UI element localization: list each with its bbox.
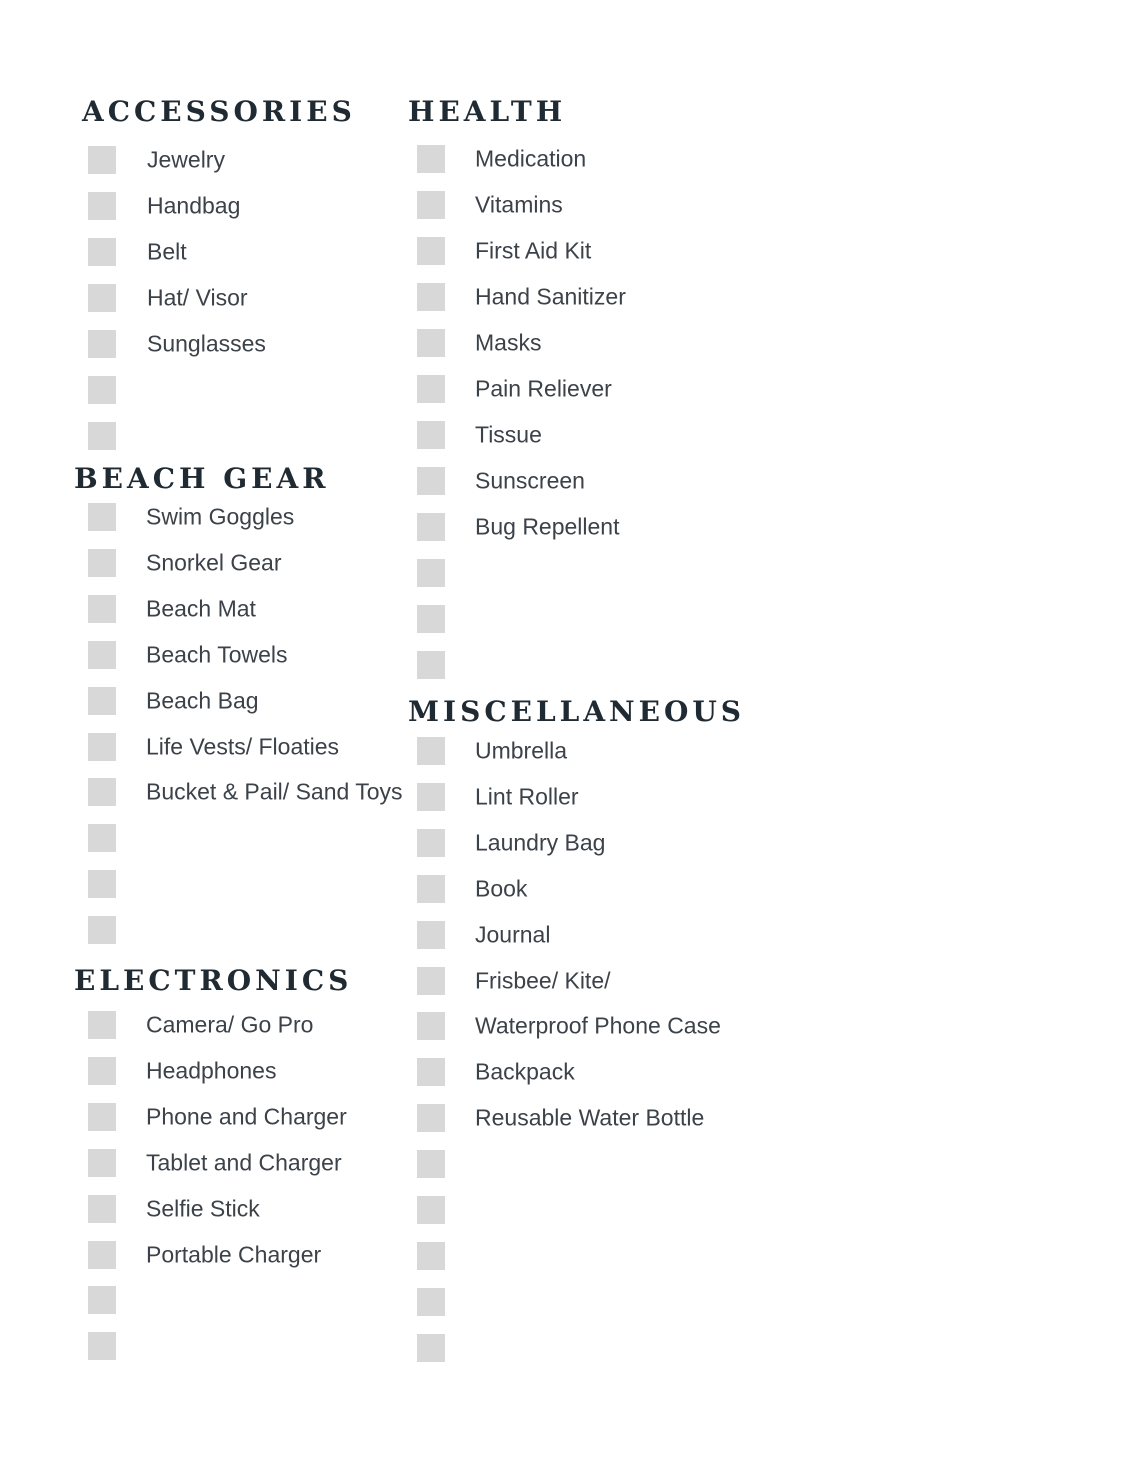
checkbox[interactable] bbox=[88, 1011, 116, 1039]
checkbox[interactable] bbox=[88, 422, 116, 450]
checklist-item[interactable] bbox=[88, 777, 403, 807]
checkbox[interactable] bbox=[417, 875, 445, 903]
checklist-item[interactable] bbox=[417, 1103, 705, 1133]
checklist-item[interactable] bbox=[88, 237, 187, 267]
checklist-item[interactable] bbox=[417, 828, 606, 858]
checkbox[interactable] bbox=[417, 1058, 445, 1086]
section-title-accessories: ACCESSORIES bbox=[82, 95, 356, 128]
checkbox[interactable] bbox=[88, 1103, 116, 1131]
checkbox[interactable] bbox=[417, 967, 445, 995]
checklist-item[interactable] bbox=[417, 420, 542, 450]
checklist-item[interactable] bbox=[417, 650, 445, 680]
checklist-item-label: Vitamins bbox=[475, 191, 563, 218]
checkbox[interactable] bbox=[417, 513, 445, 541]
checklist-item[interactable] bbox=[88, 375, 116, 405]
checkbox[interactable] bbox=[88, 687, 116, 715]
section-title-beach-gear: BEACH GEAR bbox=[74, 462, 330, 495]
checklist-item[interactable] bbox=[417, 328, 542, 358]
checklist-item-label: Masks bbox=[475, 329, 542, 356]
checkbox[interactable] bbox=[417, 1150, 445, 1178]
checkbox[interactable] bbox=[88, 192, 116, 220]
checkbox[interactable] bbox=[417, 1012, 445, 1040]
checklist-item-label: Hand Sanitizer bbox=[475, 283, 626, 310]
checkbox[interactable] bbox=[88, 376, 116, 404]
checklist-item-label: Reusable Water Bottle bbox=[475, 1104, 705, 1131]
checklist-item-label: Selfie Stick bbox=[146, 1195, 260, 1222]
checkbox[interactable] bbox=[88, 870, 116, 898]
checklist-item-label: Snorkel Gear bbox=[146, 549, 282, 576]
checkbox[interactable] bbox=[417, 783, 445, 811]
checklist-item[interactable] bbox=[88, 421, 116, 451]
checklist-item[interactable] bbox=[88, 1056, 277, 1086]
checklist-item-label: Beach Bag bbox=[146, 687, 259, 714]
checklist-item[interactable] bbox=[88, 823, 116, 853]
checklist-item-label: Hat/ Visor bbox=[147, 284, 248, 311]
checkbox[interactable] bbox=[417, 829, 445, 857]
checklist-item-label: Frisbee/ Kite/ bbox=[475, 967, 611, 993]
checklist-item-label: Phone and Charger bbox=[146, 1103, 347, 1130]
checklist-item[interactable] bbox=[88, 915, 116, 945]
checkbox[interactable] bbox=[88, 595, 116, 623]
checklist-item-label: Book bbox=[475, 875, 528, 902]
checklist-item-label: Belt bbox=[147, 238, 187, 265]
checklist-item[interactable] bbox=[88, 502, 295, 532]
checklist-item-label: Pain Reliever bbox=[475, 375, 612, 402]
checkbox[interactable] bbox=[88, 1057, 116, 1085]
checklist-item[interactable] bbox=[88, 640, 288, 670]
checklist-item[interactable] bbox=[88, 732, 340, 762]
checklist-item-label: Journal bbox=[475, 921, 551, 948]
checklist-item[interactable] bbox=[417, 1149, 445, 1179]
checklist-item-label: Lint Roller bbox=[475, 783, 579, 810]
checkbox[interactable] bbox=[417, 421, 445, 449]
checkbox[interactable] bbox=[88, 549, 116, 577]
checkbox[interactable] bbox=[417, 1242, 445, 1270]
checklist-item-label: Life Vests/ Floaties bbox=[146, 733, 340, 759]
checklist-item[interactable] bbox=[88, 1240, 322, 1270]
checkbox[interactable] bbox=[88, 733, 116, 761]
checklist-item[interactable] bbox=[417, 190, 563, 220]
checklist-item[interactable] bbox=[417, 874, 528, 904]
checklist-item[interactable] bbox=[417, 782, 579, 812]
section-title-miscellaneous: MISCELLANEOUS bbox=[408, 695, 746, 728]
checklist-item[interactable] bbox=[88, 145, 225, 175]
checkbox[interactable] bbox=[417, 283, 445, 311]
checklist-item[interactable] bbox=[417, 374, 612, 404]
section-title-health: HEALTH bbox=[408, 95, 567, 128]
checklist-item[interactable] bbox=[88, 594, 256, 624]
checkbox[interactable] bbox=[417, 1288, 445, 1316]
checklist-item-label: Beach Towels bbox=[146, 641, 288, 668]
checklist-item[interactable] bbox=[417, 282, 626, 312]
checklist-item[interactable] bbox=[88, 283, 248, 313]
checklist-item[interactable] bbox=[417, 236, 592, 266]
checkbox[interactable] bbox=[417, 559, 445, 587]
checklist-item-label: Laundry Bag bbox=[475, 829, 606, 856]
checklist-item[interactable] bbox=[417, 466, 585, 496]
checkbox[interactable] bbox=[88, 1195, 116, 1223]
checklist-item-label: Backpack bbox=[475, 1058, 575, 1085]
checklist-item[interactable] bbox=[417, 920, 551, 950]
checklist-item-label: Portable Charger bbox=[146, 1241, 322, 1267]
checklist-item[interactable] bbox=[417, 1287, 445, 1317]
checklist-item[interactable] bbox=[417, 736, 568, 766]
checklist-item-label: Bug Repellent bbox=[475, 513, 620, 540]
section-title-electronics: ELECTRONICS bbox=[74, 964, 353, 997]
checklist-item[interactable] bbox=[417, 1011, 721, 1041]
checkbox[interactable] bbox=[417, 651, 445, 679]
checklist-item-label: Sunscreen bbox=[475, 467, 585, 494]
checkbox[interactable] bbox=[417, 237, 445, 265]
checkbox[interactable] bbox=[88, 503, 116, 531]
checklist-item[interactable] bbox=[88, 329, 266, 359]
checklist-item-label: Handbag bbox=[147, 192, 241, 219]
checklist-item[interactable] bbox=[417, 1333, 445, 1363]
checklist-item-label: Medication bbox=[475, 145, 587, 172]
checklist-item[interactable] bbox=[88, 1102, 347, 1132]
checklist-item[interactable] bbox=[417, 966, 611, 996]
checkbox[interactable] bbox=[417, 375, 445, 403]
checklist-item[interactable] bbox=[88, 191, 241, 221]
checkbox[interactable] bbox=[88, 778, 116, 806]
checklist-item-label: Sunglasses bbox=[147, 330, 266, 357]
checklist-item-label: Headphones bbox=[146, 1057, 277, 1084]
checklist-item-label: Jewelry bbox=[147, 146, 225, 173]
checklist-item-label: Waterproof Phone Case bbox=[475, 1012, 721, 1039]
checkbox[interactable] bbox=[88, 330, 116, 358]
checkbox[interactable] bbox=[88, 916, 116, 944]
checkbox[interactable] bbox=[417, 467, 445, 495]
checkbox[interactable] bbox=[417, 1104, 445, 1132]
checkbox[interactable] bbox=[88, 1149, 116, 1177]
checklist-item[interactable] bbox=[417, 558, 445, 588]
checklist-item-label: Beach Mat bbox=[146, 595, 256, 622]
checklist-item-label: Bucket & Pail/ Sand Toys bbox=[146, 778, 403, 805]
checklist-item[interactable] bbox=[417, 512, 620, 542]
checklist-item[interactable] bbox=[88, 1148, 342, 1178]
checkbox[interactable] bbox=[88, 146, 116, 174]
checklist-item[interactable] bbox=[88, 548, 282, 578]
checkbox[interactable] bbox=[88, 1332, 116, 1360]
checkbox[interactable] bbox=[417, 1196, 445, 1224]
checklist-item-label: Camera/ Go Pro bbox=[146, 1011, 314, 1038]
checkbox[interactable] bbox=[88, 238, 116, 266]
checklist-item[interactable] bbox=[417, 1057, 575, 1087]
checkbox[interactable] bbox=[88, 824, 116, 852]
checkbox[interactable] bbox=[88, 1286, 116, 1314]
checklist-item-label: Umbrella bbox=[475, 737, 568, 764]
checklist-item[interactable] bbox=[417, 604, 445, 634]
checkbox[interactable] bbox=[417, 921, 445, 949]
checklist-item[interactable] bbox=[88, 1010, 314, 1040]
checklist-item[interactable] bbox=[88, 686, 259, 716]
checkbox[interactable] bbox=[417, 605, 445, 633]
checkbox[interactable] bbox=[88, 641, 116, 669]
checkbox[interactable] bbox=[417, 191, 445, 219]
checkbox[interactable] bbox=[417, 329, 445, 357]
checklist-item[interactable] bbox=[88, 1194, 260, 1224]
checklist-item-label: Tissue bbox=[475, 421, 542, 448]
checkbox[interactable] bbox=[417, 145, 445, 173]
checklist-item[interactable] bbox=[88, 1285, 116, 1315]
checkbox[interactable] bbox=[417, 1334, 445, 1362]
checkbox[interactable] bbox=[88, 284, 116, 312]
checklist-item[interactable] bbox=[417, 1241, 445, 1271]
checklist-item[interactable] bbox=[417, 144, 587, 174]
checkbox[interactable] bbox=[88, 1241, 116, 1269]
checklist-item-label: First Aid Kit bbox=[475, 237, 592, 264]
checklist-item[interactable] bbox=[88, 869, 116, 899]
checklist-item[interactable] bbox=[417, 1195, 445, 1225]
checklist-item-label: Tablet and Charger bbox=[146, 1149, 342, 1176]
checklist-item-label: Swim Goggles bbox=[146, 503, 295, 530]
checkbox[interactable] bbox=[417, 737, 445, 765]
checklist-item[interactable] bbox=[88, 1331, 116, 1361]
